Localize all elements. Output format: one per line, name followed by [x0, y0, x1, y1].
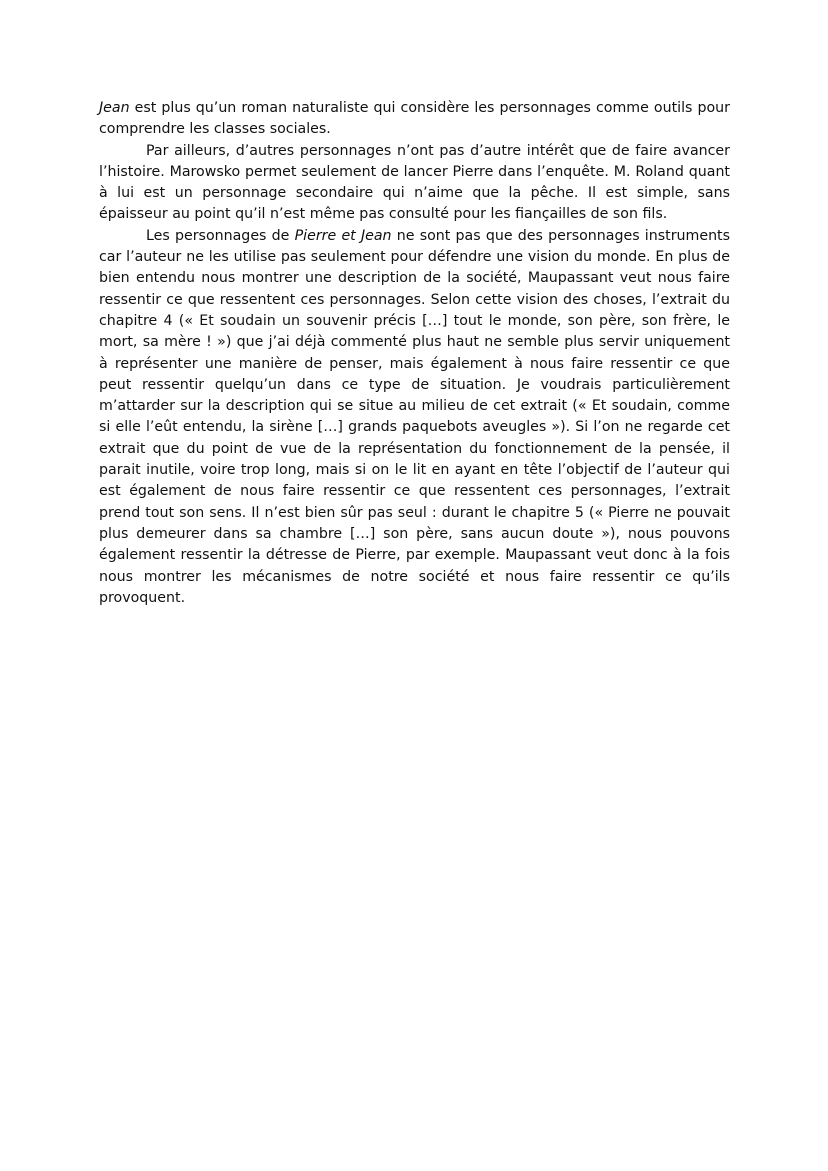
paragraph-text: ne sont pas que des personnages instruments car l’auteur ne les utilise pas seulement pour défendre une vision du monde. En plus de bien entendu nous montrer une description de la société, Maupassant veut nous faire ressentir ce que ressentent ces personnages. Selon cette vision des choses, l’extrait du chapitre 4 (« Et soudain un souvenir précis […] tout le monde, son père, son frère, le mort, sa mère ! ») que j’ai déjà commenté plus haut ne semble plus servir uniquement à représenter une manière de penser, mais également à nous faire ressentir ce que peut ressentir quelqu’un dans ce type de situation. Je voudrais particulièrement m’attarder sur la description qui se situe au milieu de cet extrait (« Et soudain, comme si elle l’eût entendu, la sirène […] grands paquebots aveugles »). Si l’on ne regarde cet extrait que du point de vue de la représentation du fonctionnement de la pensée, il parait inutile, voire trop long, mais si on le lit en ayant en tête l’objectif de l’auteur qui est également de nous faire ressentir ce que ressentent ces personnages, l’extrait prend tout son sens. Il n’est bien sûr pas seul : durant le chapitre 5 (« Pierre ne pouvait plus demeurer dans sa chambre […] son père, sans aucun doute »), nous pouvons également ressentir la détresse de Pierre, par exemple. Maupassant veut donc à la fois nous montrer les mécanismes de notre société et nous faire ressentir ce qu’ils provoquent.: [99, 227, 731, 606]
paragraph-text: est plus qu’un roman naturaliste qui considère les personnages comme outils pour comprendre les classes sociales.: [99, 100, 730, 138]
paragraph: [99, 98, 730, 141]
paragraph-text: Les personnages de: [146, 227, 295, 244]
paragraph: [99, 141, 730, 226]
body-text: [99, 98, 730, 609]
book-title-fragment: Jean: [99, 100, 130, 116]
book-title: Pierre et Jean: [294, 227, 392, 244]
paragraph-text: Par ailleurs, d’autres personnages n’ont pas d’autre intérêt que de faire avancer l’histoire. Marowsko permet seulement de lancer Pierre dans l’enquête. M. Roland quant à lui est un personnage secondaire qui n’aime que la pêche. Il est simple, sans épaisseur au point qu’il n’est même pas consulté pour les fiançailles de son fils.: [99, 142, 730, 223]
paragraph: [99, 226, 730, 609]
